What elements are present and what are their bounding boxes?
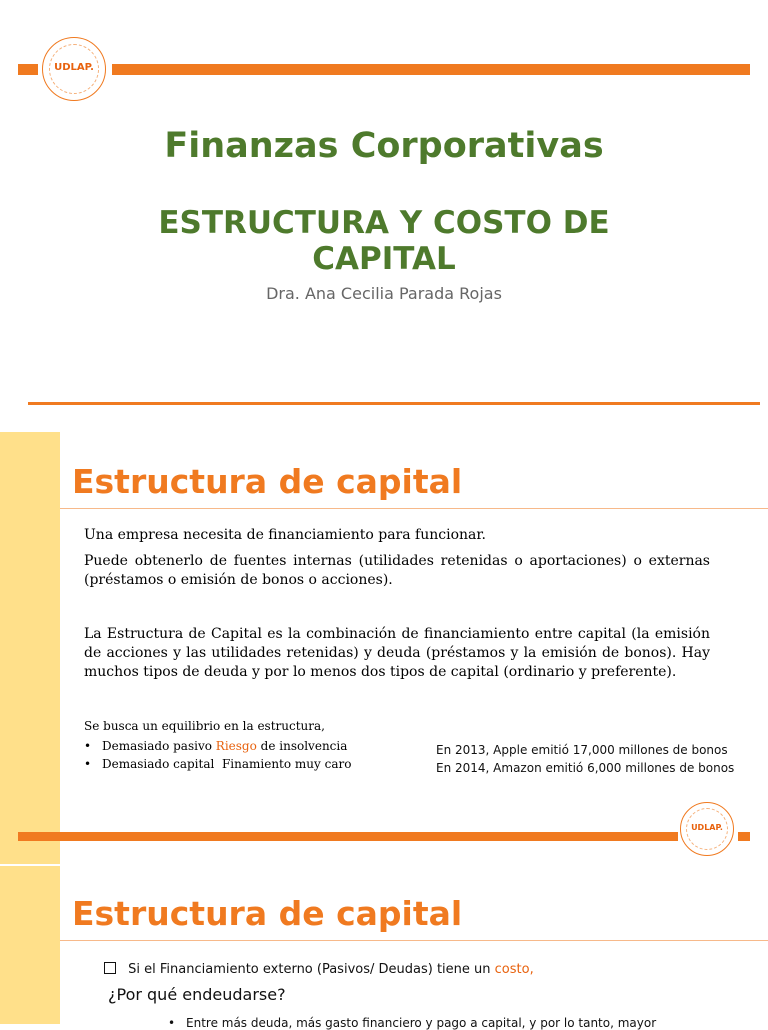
paragraph-financing: Una empresa necesita de financiamiento para funcionar. [84, 527, 486, 543]
slide-estructura-capital-1 [0, 432, 768, 864]
slide-title-page [0, 0, 768, 420]
bullet-excess-capital: • Demasiado capital Finamiento muy caro [102, 757, 351, 771]
balance-intro: Se busca un equilibrio en la estructura, [84, 719, 325, 733]
presentation-subtitle-line1: ESTRUCTURA Y COSTO DE [158, 205, 610, 241]
checkbox-item [104, 962, 534, 977]
footer-orange-bar [738, 832, 750, 841]
note-amazon-bonds: En 2014, Amazon emitió 6,000 millones de bonos [436, 761, 735, 775]
footer-orange-bar [18, 832, 678, 841]
slide-heading: Estructura de capital [72, 894, 463, 933]
author-name: Dra. Ana Cecilia Parada Rojas [266, 284, 502, 303]
header-orange-bar [112, 64, 750, 75]
note-apple-bonds: En 2013, Apple emitió 17,000 millones de bonos [436, 743, 728, 757]
header-orange-bar [18, 64, 38, 75]
slide-divider [28, 402, 760, 405]
checkbox-icon [104, 962, 116, 974]
bullet-more-debt: • Entre más deuda, más gasto financiero y pago a capital, y por lo tanto, mayor [186, 1016, 656, 1030]
heading-underline [60, 508, 768, 509]
question-text: ¿Por qué endeudarse? [108, 985, 286, 1004]
presentation-subtitle-line2: CAPITAL [312, 241, 456, 277]
bullet-text: Demasiado pasivo [102, 739, 212, 753]
presentation-title: Finanzas Corporativas [164, 126, 604, 166]
logo-text: UDLAP. [54, 62, 94, 73]
cost-highlight: costo, [494, 962, 534, 977]
udlap-logo [680, 802, 734, 856]
paragraph-definition: La Estructura de Capital es la combinación de financiamiento entre capital (la emisión de acciones y las utilidades retenidas) y deuda (préstamos y la emisión de bonos). Hay muchos tipos de deuda y por lo menos dos tipos de capital (ordinario y preferente). [84, 626, 710, 680]
bullet-text: de insolvencia [260, 739, 348, 753]
risk-highlight: Riesgo [215, 739, 257, 753]
checkbox-text: Si el Financiamiento externo (Pasivos/ Deudas) tiene un [128, 962, 491, 977]
heading-underline [60, 940, 768, 941]
paragraph-sources: Puede obtenerlo de fuentes internas (utilidades retenidas o aportaciones) o externas (préstamos o emisión de bonos o acciones). [84, 553, 710, 588]
slide-estructura-capital-2 [0, 866, 768, 1030]
bullet-excess-liability [102, 739, 347, 753]
udlap-logo [42, 37, 106, 101]
side-band [0, 432, 60, 864]
slide-heading: Estructura de capital [72, 462, 463, 501]
side-band [0, 866, 60, 1024]
logo-text: UDLAP. [691, 823, 723, 832]
